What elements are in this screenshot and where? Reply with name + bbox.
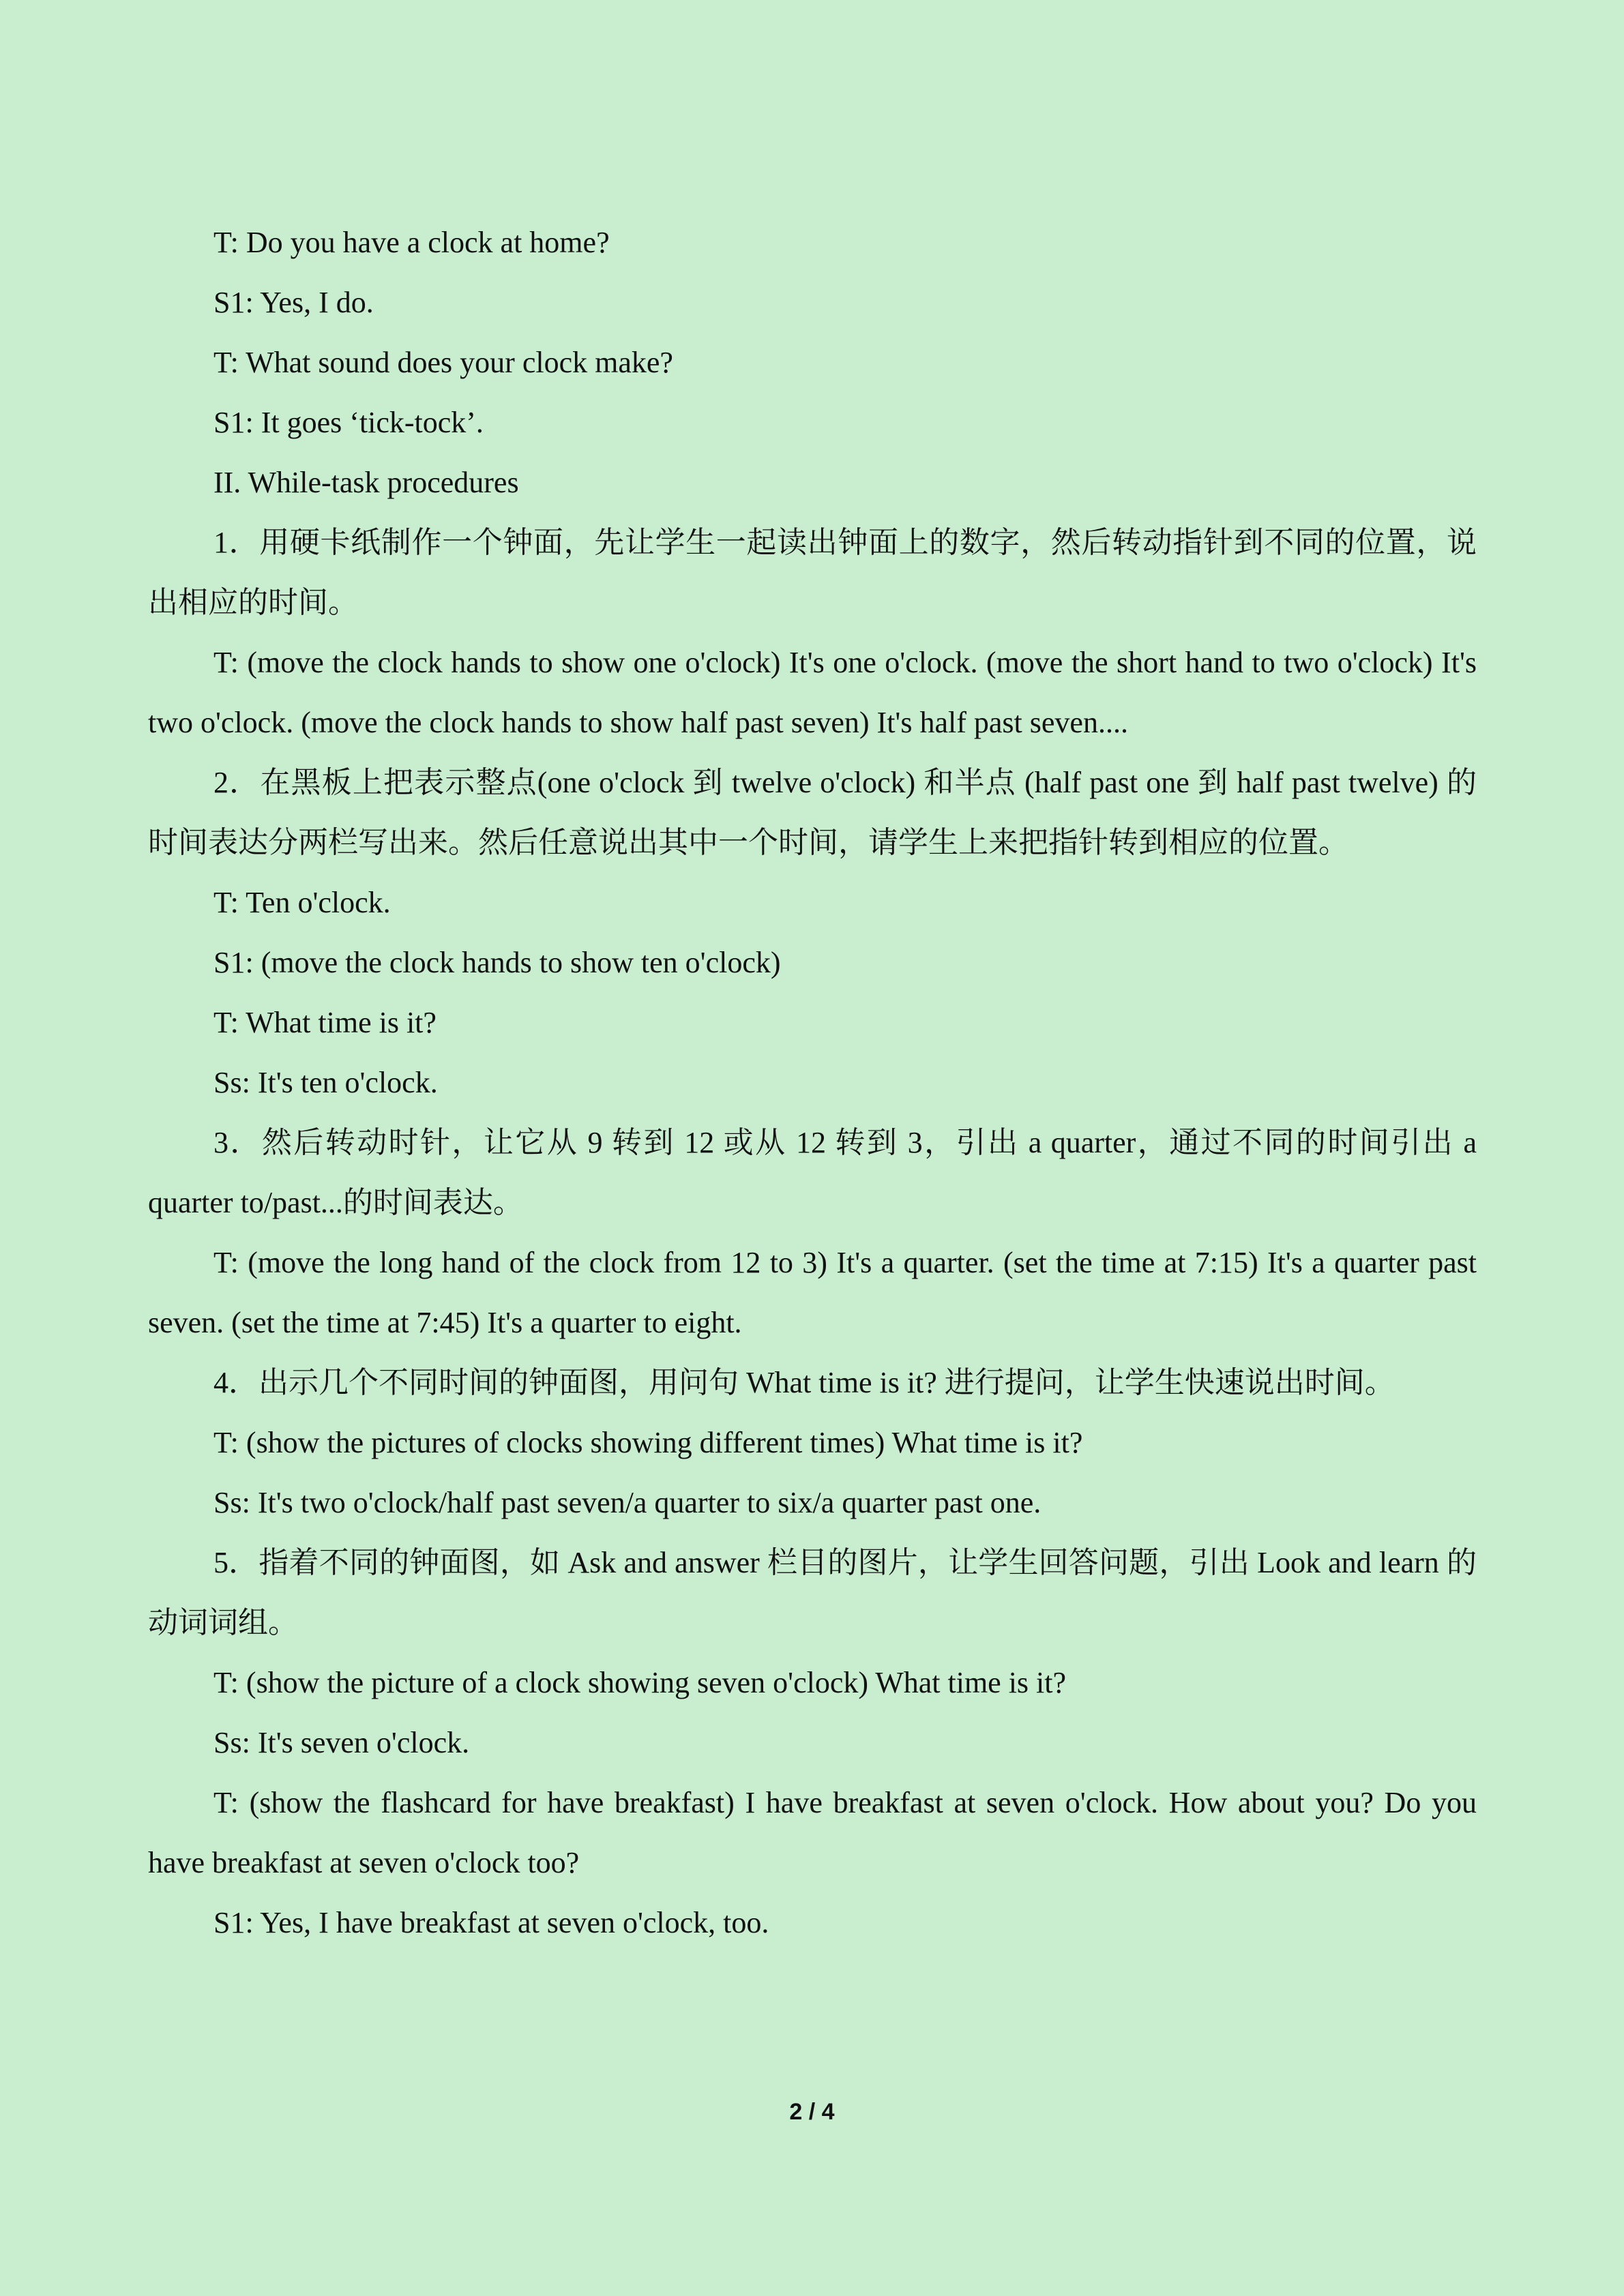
dialogue-line: Ss: It's seven o'clock. bbox=[213, 1726, 470, 1759]
dialogue-line: T: (move the long hand of the clock from 12 to 3) It's a quarter. (set the time at 7:15) It's a quarter past seven. (set the time at 7:45) It's a quarter to eight. bbox=[148, 1246, 1477, 1339]
dialogue-line: S1: It goes ‘tick-tock’. bbox=[213, 406, 484, 439]
section-heading: II. While-task procedures bbox=[213, 466, 519, 499]
dialogue-line: S1: Yes, I have breakfast at seven o'clock, too. bbox=[213, 1906, 769, 1939]
instruction-step: 1．用硬卡纸制作一个钟面，先让学生一起读出钟面上的数字，然后转动指针到不同的位置，说出相应的时间。 bbox=[148, 526, 1477, 619]
instruction-step: 2．在黑板上把表示整点(one o'clock 到 twelve o'clock) 和半点 (half past one 到 half past twelve) 的时间表达分两栏写出来。然后任意说出其中一个时间，请学生上来把指针转到相应的位置。 bbox=[148, 766, 1477, 859]
instruction-step: 5．指着不同的钟面图，如 Ask and answer 栏目的图片，让学生回答问题，引出 Look and learn 的动词词组。 bbox=[148, 1546, 1477, 1639]
dialogue-line: T: (show the picture of a clock showing seven o'clock) What time is it? bbox=[213, 1666, 1067, 1699]
dialogue-line: T: (show the flashcard for have breakfast) I have breakfast at seven o'clock. How about you? Do you have breakfast at seven o'clock too? bbox=[148, 1786, 1477, 1879]
dialogue-line: S1: Yes, I do. bbox=[213, 286, 374, 319]
dialogue-line: T: Ten o'clock. bbox=[213, 886, 391, 919]
dialogue-line: Ss: It's two o'clock/half past seven/a quarter to six/a quarter past one. bbox=[213, 1486, 1042, 1519]
dialogue-line: T: What sound does your clock make? bbox=[213, 346, 673, 379]
dialogue-line: T: What time is it? bbox=[213, 1006, 437, 1039]
dialogue-line: Ss: It's ten o'clock. bbox=[213, 1066, 438, 1099]
dialogue-line: S1: (move the clock hands to show ten o'clock) bbox=[213, 946, 781, 979]
page-number: 2 / 4 bbox=[789, 2099, 835, 2125]
dialogue-line: T: Do you have a clock at home? bbox=[213, 226, 610, 259]
page-body bbox=[148, 213, 1477, 1953]
dialogue-line: T: (move the clock hands to show one o'clock) It's one o'clock. (move the short hand to two o'clock) It's two o'clock. (move the clock hands to show half past seven) It's half past seven.... bbox=[148, 646, 1477, 739]
instruction-step: 4．出示几个不同时间的钟面图，用问句 What time is it? 进行提问，让学生快速说出时间。 bbox=[213, 1366, 1395, 1399]
instruction-step: 3．然后转动时针，让它从 9 转到 12 或从 12 转到 3，引出 a quarter，通过不同的时间引出 a quarter to/past...的时间表达。 bbox=[148, 1126, 1477, 1219]
dialogue-line: T: (show the pictures of clocks showing different times) What time is it? bbox=[213, 1426, 1083, 1459]
